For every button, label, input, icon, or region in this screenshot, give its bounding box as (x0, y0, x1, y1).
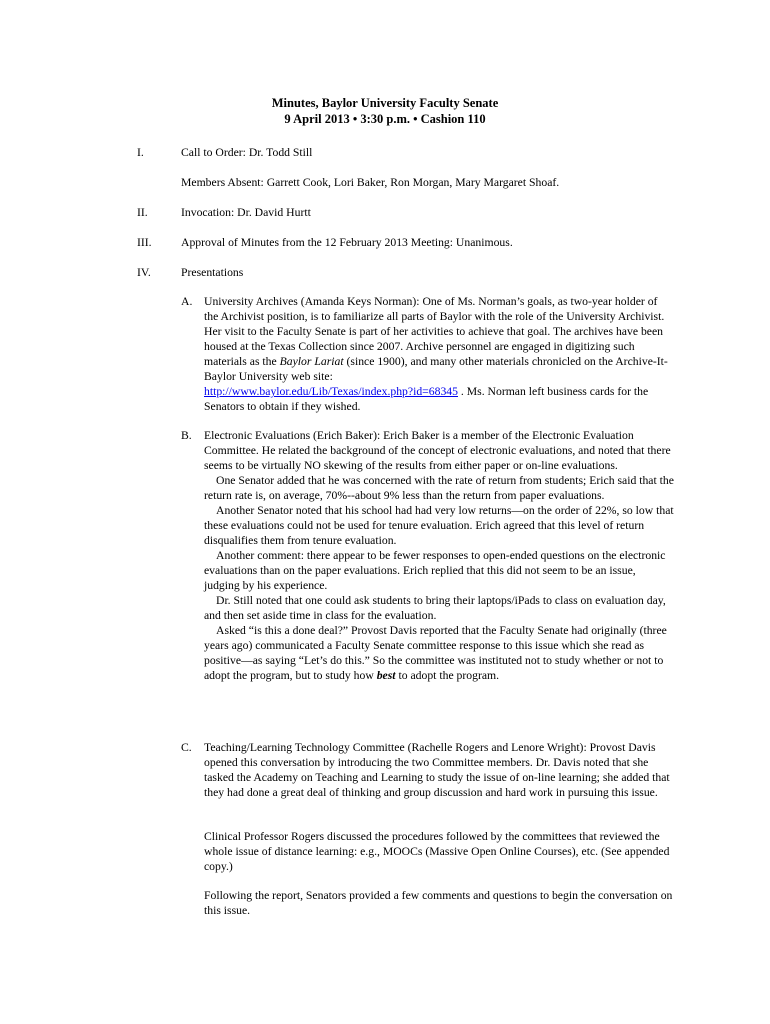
presentation-a-body (204, 294, 674, 414)
presentation-b-paragraph-1: Electronic Evaluations (Erich Baker): Erich Baker is a member of the Electronic Evaluation Committee. He related the background of the concept of electronic evaluations, and noted that there seems to be virtually NO skewing of the results from either paper or on-line evaluations. (204, 429, 671, 472)
presentation-c-body (204, 740, 674, 800)
archive-link[interactable]: http://www.baylor.edu/Lib/Texas/index.php?id=68345 (204, 385, 458, 398)
members-absent: Members Absent: Garrett Cook, Lori Baker, Ron Morgan, Mary Margaret Shoaf. (181, 176, 560, 189)
section-2-number: II. (137, 206, 148, 219)
section-1-number: I. (137, 146, 144, 159)
presentation-a-text-3: . Ms. Norman left business cards for the Senators to obtain if they wished. (204, 385, 649, 413)
presentation-c-body-2 (204, 829, 674, 874)
section-3-text: Approval of Minutes from the 12 February 2013 Meeting: Unanimous. (181, 236, 513, 249)
presentation-b-body (204, 428, 674, 683)
presentation-a-paragraph (204, 294, 674, 414)
presentation-c-paragraph-2: Clinical Professor Rogers discussed the procedures followed by the committees that reviewed the whole issue of distance learning: e.g., MOOCs (Massive Open Online Courses), etc. (See appended copy.) (204, 830, 670, 873)
presentation-b-p6-text-2: to adopt the program. (395, 669, 500, 682)
presentation-b-paragraph-2: One Senator added that he was concerned with the rate of return from students; Erich said that the return rate is, on average, 70%--about 9% less than the return from paper evaluations. (204, 474, 674, 502)
presentation-a-letter: A. (181, 295, 193, 308)
section-1-text: Call to Order: Dr. Todd Still (181, 146, 313, 159)
presentation-a-text-2: (since 1900), and many other materials chronicled on the Archive-It-Baylor University web site: (204, 355, 668, 383)
section-4-number: IV. (137, 266, 151, 279)
section-4-text: Presentations (181, 266, 244, 279)
section-2-text: Invocation: Dr. David Hurtt (181, 206, 311, 219)
emphasis-best: best (376, 669, 396, 682)
presentation-b-paragraph-5: Dr. Still noted that one could ask students to bring their laptops/iPads to class on evaluation day, and then set aside time in class for the evaluation. (204, 594, 666, 622)
presentation-b-paragraph-6 (204, 623, 674, 683)
presentation-b-p6-text-1: Asked “is this a done deal?” Provost Davis reported that the Faculty Senate had originally (three years ago) communicated a Faculty Senate committee response to this issue which she read as positive—as saying “Let’s do this.” So the committee was instituted not to study whether or not to adopt the program, but to study how (204, 624, 667, 682)
page-title: Minutes, Baylor University Faculty Senate (271, 96, 499, 110)
baylor-lariat-title: Baylor Lariat (279, 355, 344, 368)
presentation-a-text-1: University Archives (Amanda Keys Norman): One of Ms. Norman’s goals, as two-year holder of the Archivist position, is to familiarize all parts of Baylor with the role of the University Archivist. Her visit to the Faculty Senate is part of her activities to achieve that goal. The archives have been housed at the Texas Collection since 2007. Archive personnel are engaged in digitizing such materials as the (204, 295, 665, 368)
presentation-c-body-3 (204, 888, 674, 918)
presentation-b-paragraph-3: Another Senator noted that his school had had very low returns—on the order of 22%, so low that these evaluations could not be used for tenure evaluation. Erich agreed that this level of return disqualifies them from tenure evaluation. (204, 504, 674, 547)
page-subtitle: 9 April 2013 • 3:30 p.m. • Cashion 110 (284, 112, 486, 126)
presentation-b-letter: B. (181, 429, 192, 442)
presentation-c-paragraph-1: Teaching/Learning Technology Committee (Rachelle Rogers and Lenore Wright): Provost Davis opened this conversation by introducing the two Committee members. Dr. Davis noted that she tasked the Academy on Teaching and Learning to study the issue of on-line learning; she added that they had done a great deal of thinking and group discussion and hard work in pursuing this issue. (204, 741, 670, 799)
section-3-number: III. (137, 236, 152, 249)
presentation-c-letter: C. (181, 741, 192, 754)
presentation-c-paragraph-3: Following the report, Senators provided a few comments and questions to begin the conversation on this issue. (204, 889, 673, 917)
presentation-b-paragraph-4: Another comment: there appear to be fewer responses to open-ended questions on the electronic evaluations than on the paper evaluations. Erich replied that this did not seem to be an issue, judging by his experience. (204, 549, 666, 592)
